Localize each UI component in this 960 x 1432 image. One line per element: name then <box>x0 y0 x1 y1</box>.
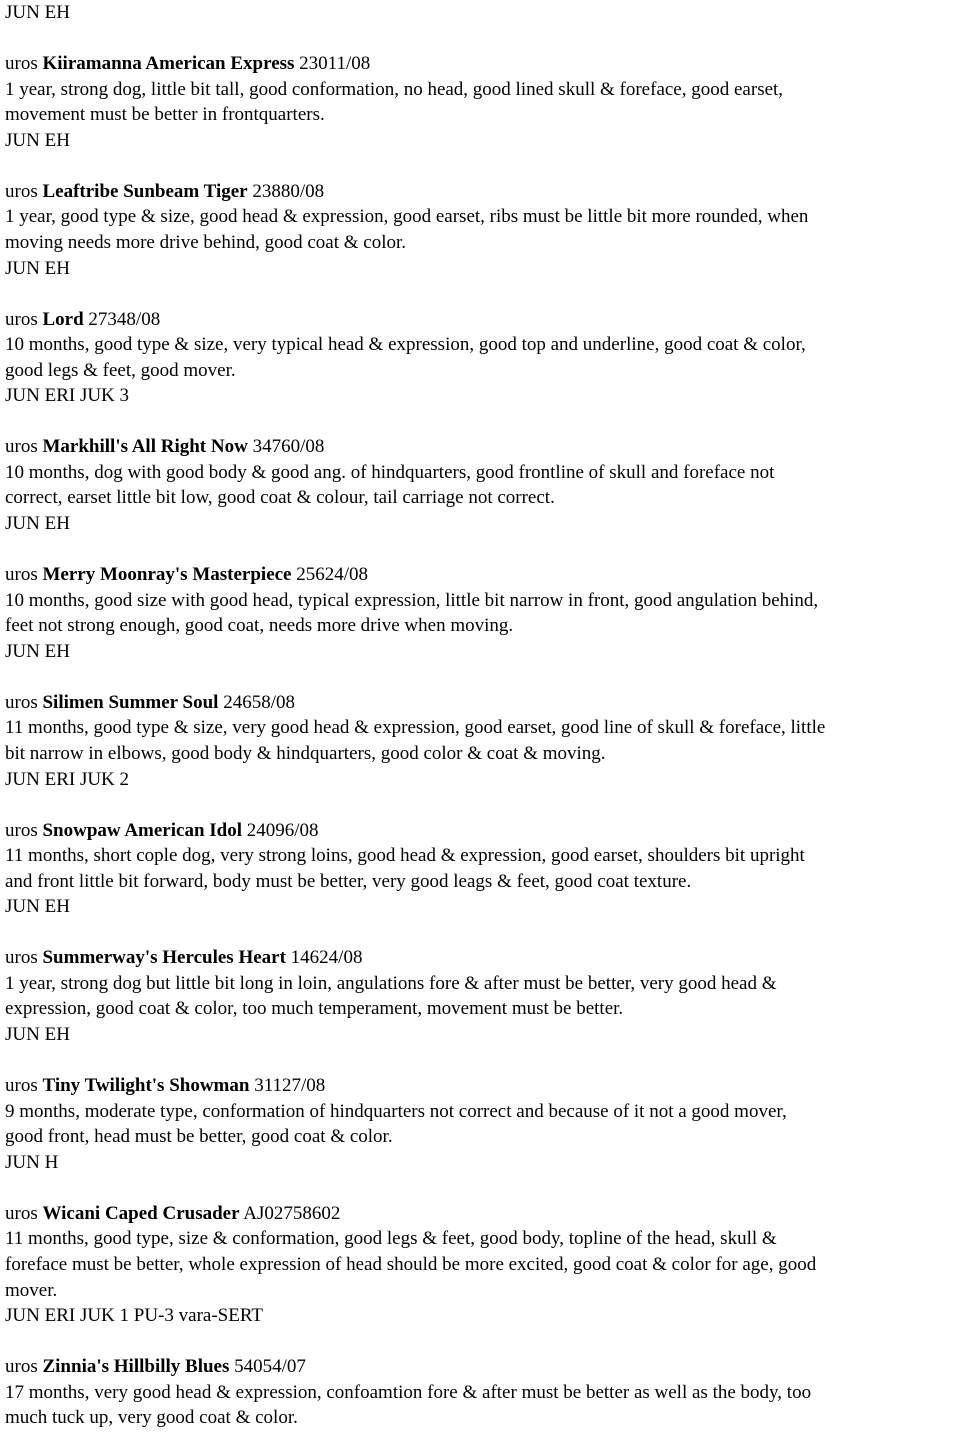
registration-number: 25624/08 <box>296 564 369 585</box>
dog-name: Leaftribe Sunbeam Tiger <box>42 181 248 202</box>
entry-heading <box>5 1201 958 1227</box>
critique-line: 1 year, good type & size, good head & expression, good earset, ribs must be little bit more rounded, when <box>5 206 809 227</box>
entry-heading <box>5 818 958 844</box>
dog-name: Kiiramanna American Express <box>42 53 295 74</box>
dog-name: Wicani Caped Crusader <box>42 1203 240 1224</box>
critique-line: bit narrow in elbows, good body & hindquarters, good color & coat & moving. <box>5 743 606 764</box>
critique-line: and front little bit forward, body must be better, very good leags & feet, good coat texture. <box>5 871 692 892</box>
registration-number: 14624/08 <box>290 947 363 968</box>
registration-number: 27348/08 <box>88 309 161 330</box>
critique-line: mover. <box>5 1280 58 1301</box>
entry-heading <box>5 307 958 333</box>
dog-name: Tiny Twilight's Showman <box>42 1075 250 1096</box>
registration-number: 24658/08 <box>223 692 295 713</box>
critique-line: movement must be better in frontquarters. <box>5 104 325 125</box>
dog-name: Snowpaw American Idol <box>42 820 243 841</box>
registration-number: 23880/08 <box>252 181 325 202</box>
result-line: JUN EH <box>5 1024 70 1045</box>
result-line: JUN ERI JUK 3 <box>5 385 130 406</box>
entry-heading <box>5 434 958 460</box>
entry-heading <box>5 562 958 588</box>
critique-line: much tuck up, very good coat & color. <box>5 1407 298 1428</box>
top-result: JUN EH <box>5 2 70 23</box>
registration-number: 24096/08 <box>246 820 319 841</box>
entry-prefix: uros <box>5 53 38 74</box>
result-line: JUN ERI JUK 2 <box>5 769 130 790</box>
critique-line: 10 months, dog with good body & good ang. of hindquarters, good frontline of skull and foreface not <box>5 462 775 483</box>
result-line: JUN EH <box>5 513 70 534</box>
critique-line: 11 months, good type & size, very good head & expression, good earset, good line of skull & foreface, little <box>5 717 826 738</box>
entry-prefix: uros <box>5 947 38 968</box>
dog-name: Merry Moonray's Masterpiece <box>42 564 292 585</box>
critique-line: 1 year, strong dog but little bit long in loin, angulations fore & after must be better, very good head & <box>5 973 777 994</box>
registration-number: AJ02758602 <box>243 1203 341 1224</box>
critique-line: feet not strong enough, good coat, needs more drive when moving. <box>5 615 514 636</box>
critique-line: foreface must be better, whole expression of head should be more excited, good coat & color for age, good <box>5 1254 817 1275</box>
entry-prefix: uros <box>5 820 38 841</box>
critique-line: 1 year, strong dog, little bit tall, good conformation, no head, good lined skull & foreface, good earset, <box>5 79 784 100</box>
critique-line: correct, earset little bit low, good coat & colour, tail carriage not correct. <box>5 487 555 508</box>
critique-line: 17 months, very good head & expression, confoamtion fore & after must be better as well as the body, too <box>5 1382 812 1403</box>
critique-line: 10 months, good size with good head, typical expression, little bit narrow in front, good angulation behind, <box>5 590 819 611</box>
entry-prefix: uros <box>5 692 38 713</box>
entry-heading <box>5 690 958 716</box>
registration-number: 31127/08 <box>254 1075 326 1096</box>
critique-line: expression, good coat & color, too much temperament, movement must be better. <box>5 998 624 1019</box>
result-line: JUN EH <box>5 641 70 662</box>
result-line: JUN ERI JUK 1 PU-3 vara-SERT <box>5 1305 263 1326</box>
registration-number: 34760/08 <box>252 436 325 457</box>
registration-number: 54054/07 <box>234 1356 306 1377</box>
dog-name: Lord <box>42 309 84 330</box>
critique-line: 10 months, good type & size, very typical head & expression, good top and underline, good coat & color, <box>5 334 806 355</box>
entry-prefix: uros <box>5 181 38 202</box>
entry-heading <box>5 945 958 971</box>
critique-line: 9 months, moderate type, conformation of hindquarters not correct and because of it not a good mover, <box>5 1101 787 1122</box>
critique-line: moving needs more drive behind, good coat & color. <box>5 232 407 253</box>
entry-prefix: uros <box>5 436 38 457</box>
entry-heading <box>5 1354 958 1380</box>
entry-prefix: uros <box>5 309 38 330</box>
entry-heading <box>5 1073 958 1099</box>
result-line: JUN EH <box>5 896 70 917</box>
dog-name: Silimen Summer Soul <box>42 692 219 713</box>
result-line: JUN EH <box>5 258 70 279</box>
entry-prefix: uros <box>5 1075 38 1096</box>
dog-name: Markhill's All Right Now <box>42 436 248 457</box>
result-line: JUN EH <box>5 130 70 151</box>
entry-prefix: uros <box>5 1356 38 1377</box>
critique-line: good front, head must be better, good coat & color. <box>5 1126 393 1147</box>
entry-heading <box>5 179 958 205</box>
entry-heading <box>5 51 958 77</box>
critique-line: 11 months, short cople dog, very strong loins, good head & expression, good earset, shoulders bit upright <box>5 845 805 866</box>
result-line: JUN H <box>5 1152 59 1173</box>
dog-name: Zinnia's Hillbilly Blues <box>42 1356 230 1377</box>
critique-line: 11 months, good type, size & conformation, good legs & feet, good body, topline of the head, skull & <box>5 1228 777 1249</box>
entry-prefix: uros <box>5 564 38 585</box>
entry-prefix: uros <box>5 1203 38 1224</box>
registration-number: 23011/08 <box>299 53 371 74</box>
critique-line: good legs & feet, good mover. <box>5 360 236 381</box>
dog-name: Summerway's Hercules Heart <box>42 947 286 968</box>
